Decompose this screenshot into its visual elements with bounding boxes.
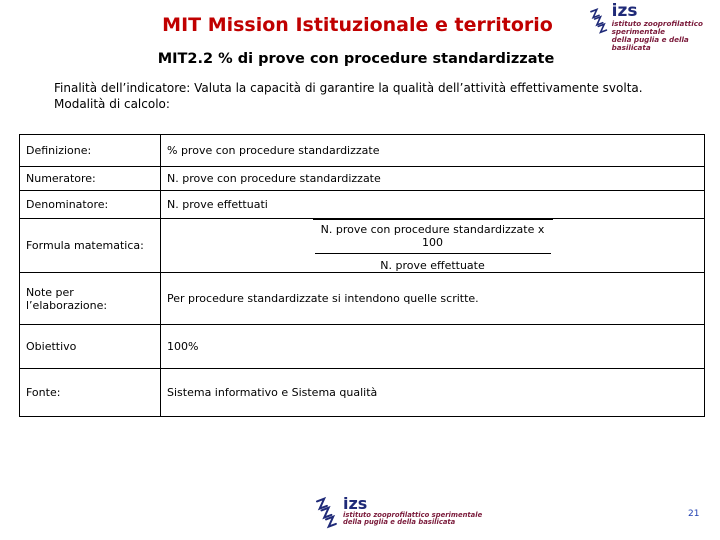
- row-label: Obiettivo: [20, 325, 161, 369]
- table-row: [20, 219, 705, 273]
- row-value: N. prove con procedure standardizzate: [161, 167, 705, 191]
- row-value: Sistema informativo e Sistema qualità: [161, 369, 705, 417]
- row-label: Note per l’elaborazione:: [20, 273, 161, 325]
- logo-subtitle-2: della puglia e della basilicata: [611, 34, 689, 52]
- logo-name: izs: [343, 494, 368, 513]
- logo-subtitle-1: istituto zooprofilattico sperimentale: [611, 19, 703, 36]
- indicator-subtitle: MIT2.2 % di prove con procedure standardizzate: [157, 51, 555, 67]
- logo-subtitle-2: della puglia e della basilicata: [343, 518, 456, 527]
- row-value: N. prove effettuati: [161, 191, 705, 219]
- row-value: % prove con procedure standardizzate: [161, 135, 705, 167]
- row-label: Definizione:: [20, 135, 161, 167]
- page-title: MIT Mission Istituzionale e territorio: [162, 14, 553, 36]
- formula-fraction: [161, 219, 705, 273]
- page-number: 21: [688, 509, 700, 519]
- izs-logo-footer: [312, 496, 482, 532]
- table-row: [20, 273, 705, 325]
- table-row: [20, 167, 705, 191]
- izs-logo-icon: [588, 2, 609, 42]
- indicator-table: [19, 134, 705, 417]
- intro-text: [54, 80, 643, 112]
- row-label: Denominatore:: [20, 191, 161, 219]
- table-row: [20, 135, 705, 167]
- table-row: [20, 191, 705, 219]
- formula-numerator: N. prove con procedure standardizzate x 100: [313, 219, 553, 253]
- row-label: Numeratore:: [20, 167, 161, 191]
- izs-logo-icon: [312, 496, 340, 532]
- row-value: Per procedure standardizzate si intendono quelle scritte.: [161, 273, 705, 325]
- table-row: [20, 369, 705, 417]
- row-value: 100%: [161, 325, 705, 369]
- izs-logo: [588, 2, 720, 52]
- intro-method: Modalità di calcolo:: [54, 97, 170, 111]
- table-row: [20, 325, 705, 369]
- formula-denominator: N. prove effettuate: [315, 253, 551, 272]
- row-label: Formula matematica:: [20, 219, 161, 273]
- intro-purpose: Finalità dell’indicatore: Valuta la capacità di garantire la qualità dell’attività effettivamente svolta.: [54, 81, 643, 95]
- logo-name: izs: [611, 1, 638, 21]
- logo-subtitle-1: istituto zooprofilattico sperimentale: [343, 511, 483, 519]
- row-label: Fonte:: [20, 369, 161, 417]
